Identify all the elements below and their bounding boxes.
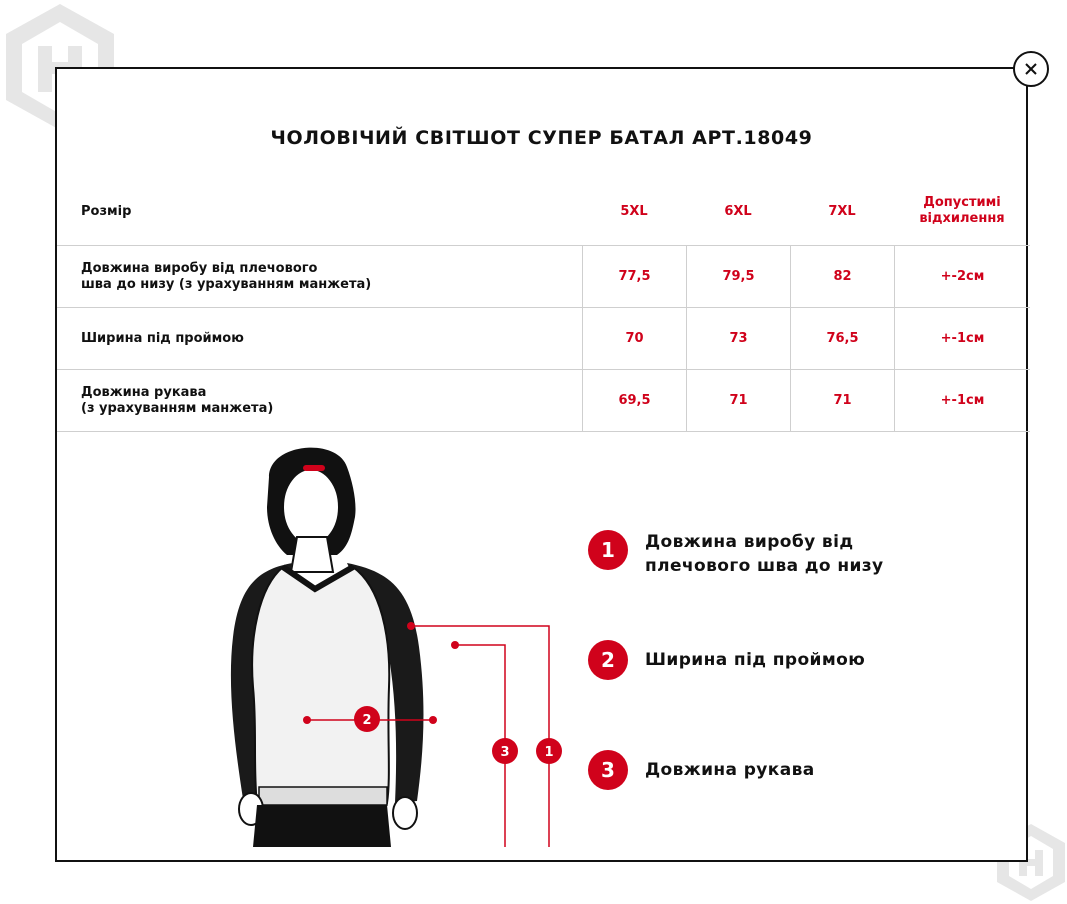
- header-size-7xl: 7XL: [828, 203, 856, 219]
- row-label: Довжина виробу від плечового шва до низу (з урахуванням манжета): [81, 260, 372, 292]
- marker-3-label: 3: [500, 745, 510, 760]
- table-row: [57, 308, 1030, 370]
- legend-number: 1: [588, 530, 628, 570]
- row-label: Довжина рукава (з урахуванням манжета): [81, 384, 274, 416]
- page-title: ЧОЛОВІЧИЙ СВІТШОТ СУПЕР БАТАЛ АРТ.18049: [270, 127, 813, 149]
- marker-1-label: 1: [544, 745, 554, 760]
- row-value-7xl: 82: [790, 246, 894, 307]
- row-deviation: +-2см: [894, 246, 1030, 307]
- header-deviation: Допустимі відхилення: [919, 195, 1005, 226]
- size-table: [57, 245, 1030, 432]
- table-row: [57, 370, 1030, 432]
- header-size-label: Розмір: [81, 203, 132, 219]
- size-chart-modal: [55, 67, 1028, 862]
- marker-2-label: 2: [362, 713, 372, 728]
- header-size-5xl: 5XL: [620, 203, 648, 219]
- legend-number: 2: [588, 640, 628, 680]
- row-deviation: +-1см: [894, 370, 1030, 431]
- legend-number: 3: [588, 750, 628, 790]
- row-label: Ширина під проймою: [81, 330, 244, 346]
- header-size-6xl: 6XL: [724, 203, 752, 219]
- close-icon: [1015, 53, 1047, 85]
- row-value-7xl: 76,5: [790, 308, 894, 369]
- close-button[interactable]: [1013, 51, 1049, 87]
- table-row: [57, 246, 1030, 308]
- legend-text: Довжина рукава: [645, 760, 815, 780]
- row-value-5xl: 69,5: [582, 370, 686, 431]
- legend-text: Ширина під проймою: [645, 650, 866, 670]
- row-value-7xl: 71: [790, 370, 894, 431]
- row-value-5xl: 77,5: [582, 246, 686, 307]
- row-value-6xl: 79,5: [686, 246, 790, 307]
- row-value-5xl: 70: [582, 308, 686, 369]
- legend-text: Довжина виробу від плечового шва до низу: [645, 532, 884, 576]
- row-value-6xl: 71: [686, 370, 790, 431]
- table-header: [57, 177, 1026, 245]
- row-value-6xl: 73: [686, 308, 790, 369]
- sweatshirt-figure: [187, 437, 577, 847]
- row-deviation: +-1см: [894, 308, 1030, 369]
